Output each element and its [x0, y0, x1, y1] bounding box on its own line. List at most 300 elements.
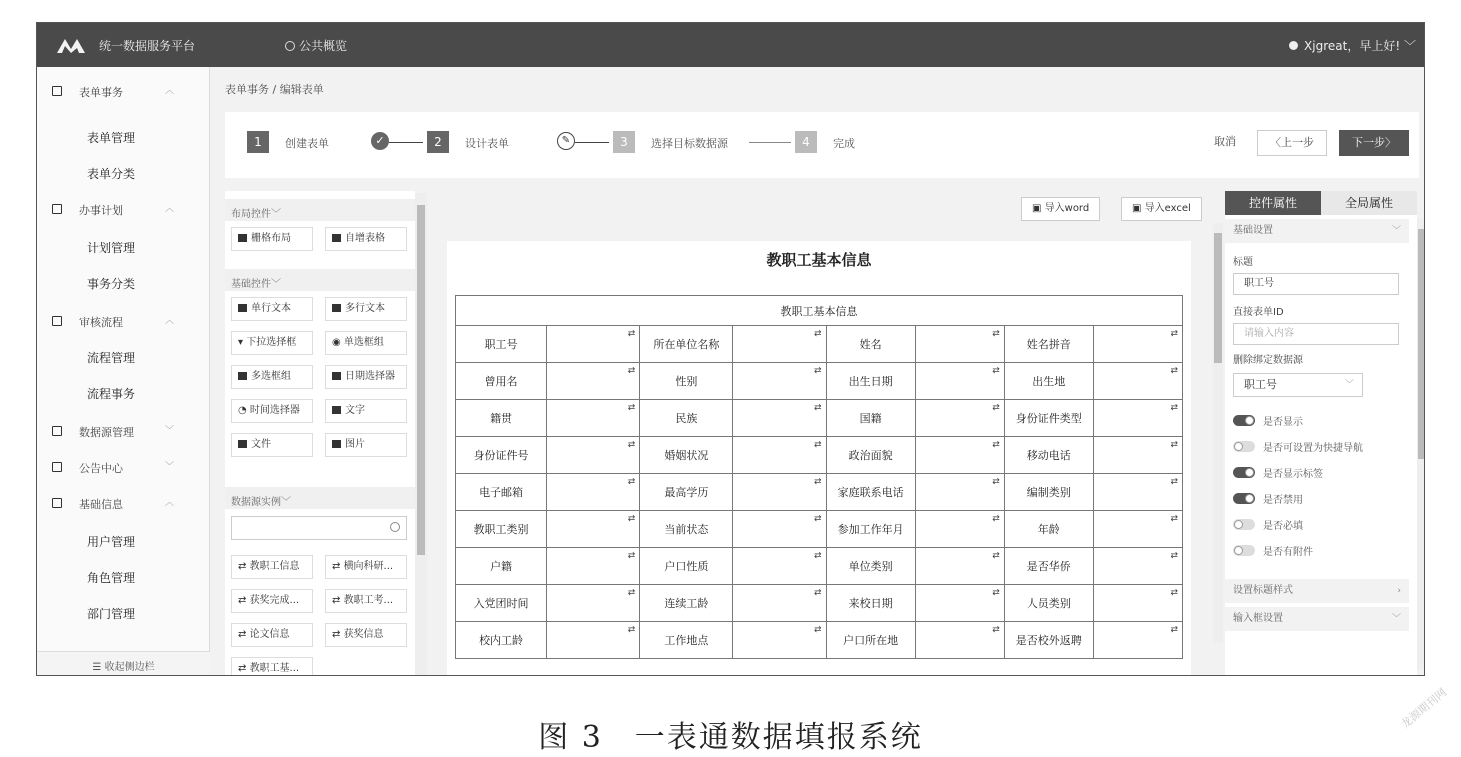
field-label[interactable]: 身份证件号 — [456, 437, 547, 474]
toggle-switch[interactable] — [1233, 415, 1255, 426]
field-value-cell[interactable] — [915, 585, 1004, 622]
toggle-label: 是否禁用 — [1263, 495, 1303, 506]
field-label[interactable]: 人员类别 — [1004, 585, 1093, 622]
chevron-down-icon: ﹀ — [165, 462, 175, 472]
field-value-cell[interactable] — [915, 437, 1004, 474]
toggle-knob — [1245, 494, 1254, 503]
bind-field-icon[interactable]: ⇄ — [627, 625, 636, 635]
bind-field-icon[interactable]: ⇄ — [814, 329, 822, 339]
field-value-cell[interactable] — [733, 363, 826, 400]
bind-field-icon[interactable]: ⇄ — [992, 625, 1000, 635]
field-value-cell[interactable] — [915, 548, 1004, 585]
field-value-cell[interactable] — [547, 437, 640, 474]
toggle-switch[interactable] — [1233, 441, 1255, 452]
calendar-icon — [332, 372, 341, 380]
controls-scrollbar[interactable] — [415, 193, 427, 676]
control-file[interactable] — [231, 433, 313, 457]
bind-field-icon[interactable]: ⇄ — [1170, 588, 1178, 598]
toggle-label: 是否显示 — [1263, 417, 1303, 428]
datasource-icon: ⇄ — [238, 595, 250, 606]
datasource-label: 教职工信息 — [249, 561, 300, 572]
database-icon — [52, 426, 62, 436]
control-label: 多行文本 — [345, 303, 385, 314]
field-value-cell[interactable] — [1093, 326, 1182, 363]
toggle-label: 是否可设置为快捷导航 — [1263, 443, 1363, 454]
next-step-button[interactable]: 下一步〉 — [1339, 130, 1409, 156]
bind-field-icon[interactable]: ⇄ — [1170, 625, 1178, 635]
datasource-label: 获奖完成... — [249, 595, 300, 606]
datasource-item[interactable] — [325, 589, 407, 613]
datasource-item[interactable] — [231, 589, 313, 613]
control-multi-text[interactable] — [325, 297, 407, 321]
sidebar-group-label: 数据源管理 — [79, 426, 134, 439]
calendar-icon — [52, 204, 62, 214]
datasource-binding-select[interactable] — [1233, 373, 1363, 397]
import-excel-button[interactable] — [1121, 197, 1202, 221]
user-menu[interactable] — [1289, 37, 1416, 54]
nav-overview-label: 公共概览 — [299, 39, 348, 53]
bind-field-icon[interactable]: ⇄ — [627, 366, 636, 376]
form-table — [455, 295, 1183, 659]
datasource-title: 数据源实例﹀ — [231, 497, 291, 508]
step-2-label: 设计表单 — [465, 137, 509, 150]
field-value-cell[interactable] — [915, 622, 1004, 659]
field-label[interactable]: 家庭联系电话 — [826, 474, 915, 511]
form-canvas — [429, 191, 1207, 676]
field-value-cell[interactable] — [1093, 437, 1182, 474]
field-label[interactable]: 籍贯 — [456, 400, 547, 437]
sidebar-group-basic-info[interactable] — [37, 485, 210, 521]
layout-controls-title: 布局控件﹀ — [231, 209, 281, 220]
sidebar-item-form-category[interactable]: 表单分类 — [87, 167, 136, 181]
bind-field-icon[interactable]: ⇄ — [814, 551, 822, 561]
toggle-switch[interactable] — [1233, 467, 1255, 478]
sidebar-group-datasource[interactable] — [37, 413, 210, 449]
control-label: 时间选择器 — [249, 405, 300, 416]
field-value-cell[interactable] — [1093, 400, 1182, 437]
field-label[interactable]: 来校日期 — [826, 585, 915, 622]
layout-controls-header[interactable] — [225, 199, 415, 221]
field-value-cell[interactable] — [733, 511, 826, 548]
excel-icon: ▣ — [1132, 203, 1145, 214]
field-value-cell[interactable] — [733, 400, 826, 437]
field-label[interactable]: 所在单位名称 — [640, 326, 733, 363]
datasource-label: 教职工基... — [249, 663, 300, 674]
textarea-icon — [332, 304, 341, 312]
property-tabs — [1225, 191, 1417, 215]
field-value-cell[interactable] — [547, 363, 640, 400]
toggle-knob — [1245, 468, 1254, 477]
chevron-down-icon: ﹀ — [1391, 614, 1401, 624]
clock-icon: ◔ — [238, 405, 250, 416]
sidebar — [37, 67, 210, 676]
control-grid-layout[interactable] — [231, 227, 313, 251]
breadcrumb: 表单事务 / 编辑表单 — [225, 83, 324, 96]
sidebar-item-role-management[interactable]: 角色管理 — [87, 571, 136, 585]
form-id-label: 直接表单ID — [1233, 307, 1284, 318]
basic-controls-title: 基础控件﹀ — [231, 279, 281, 290]
image-icon — [332, 440, 341, 448]
control-label: 图片 — [345, 439, 365, 450]
app-window — [36, 22, 1425, 676]
sidebar-group-label: 表单事务 — [79, 86, 123, 99]
toggle-knob — [1234, 442, 1243, 451]
datasource-icon: ⇄ — [238, 663, 250, 674]
property-scrollbar[interactable] — [1417, 219, 1425, 669]
toggle-switch[interactable] — [1233, 519, 1255, 530]
control-date-picker[interactable] — [325, 365, 407, 389]
field-value-cell[interactable] — [547, 400, 640, 437]
form-title: 教职工基本信息 — [766, 251, 872, 269]
datasource-item[interactable] — [231, 555, 313, 579]
sidebar-group-notice-center[interactable] — [37, 449, 210, 485]
nav-public-overview[interactable] — [285, 37, 347, 54]
bind-field-icon[interactable]: ⇄ — [627, 329, 636, 339]
logo-icon — [55, 35, 95, 55]
input-icon — [238, 304, 247, 312]
table-row — [456, 400, 1183, 437]
field-value-cell[interactable] — [915, 400, 1004, 437]
bind-field-icon[interactable]: ⇄ — [1170, 329, 1178, 339]
basic-controls-header[interactable] — [225, 269, 415, 291]
datasource-item[interactable] — [325, 555, 407, 579]
control-label: 栅格布局 — [251, 233, 291, 244]
control-label: 多选框组 — [251, 371, 291, 382]
toggle-switch[interactable] — [1233, 493, 1255, 504]
field-label[interactable]: 性别 — [640, 363, 733, 400]
cancel-button[interactable]: 取消 — [1214, 135, 1236, 148]
sidebar-item-flow-management[interactable]: 流程管理 — [87, 351, 136, 365]
bind-field-icon[interactable]: ⇄ — [1170, 403, 1178, 413]
field-value-cell[interactable] — [1093, 511, 1182, 548]
datasource-icon: ⇄ — [332, 595, 344, 606]
bind-field-icon[interactable]: ⇄ — [627, 403, 636, 413]
field-label[interactable]: 户口所在地 — [826, 622, 915, 659]
field-label[interactable]: 户籍 — [456, 548, 547, 585]
field-value-cell[interactable] — [547, 511, 640, 548]
field-label[interactable]: 电子邮箱 — [456, 474, 547, 511]
field-value-cell[interactable] — [1093, 363, 1182, 400]
bind-field-icon[interactable]: ⇄ — [1170, 366, 1178, 376]
sidebar-item-plan-management[interactable]: 计划管理 — [87, 241, 136, 255]
toggle-label: 是否有附件 — [1263, 547, 1313, 558]
field-value-cell[interactable] — [547, 326, 640, 363]
title-input[interactable]: 职工号 — [1233, 273, 1399, 295]
control-dropdown[interactable] — [231, 331, 313, 355]
collapse-icon: ☰ — [92, 662, 105, 673]
field-label[interactable]: 最高学历 — [640, 474, 733, 511]
field-label[interactable]: 出生日期 — [826, 363, 915, 400]
datasource-icon: ⇄ — [238, 561, 250, 572]
bind-field-icon[interactable]: ⇄ — [992, 403, 1000, 413]
sidebar-item-affair-category[interactable]: 事务分类 — [87, 277, 136, 291]
title-label: 标题 — [1233, 257, 1253, 268]
field-value-cell[interactable] — [1093, 548, 1182, 585]
basic-settings-section[interactable] — [1225, 219, 1409, 243]
figure-caption: 图 3 一表通数据填报系统 — [538, 720, 923, 755]
flow-icon — [52, 316, 62, 326]
sidebar-group-label: 办事计划 — [79, 204, 123, 217]
field-label[interactable]: 是否校外返聘 — [1004, 622, 1093, 659]
sidebar-group-form-affairs[interactable] — [37, 73, 210, 109]
sidebar-item-department-management[interactable]: 部门管理 — [87, 607, 136, 621]
step-3-label: 选择目标数据源 — [651, 137, 728, 150]
info-icon — [52, 498, 62, 508]
datasource-item[interactable] — [231, 657, 313, 676]
tab-control-properties[interactable]: 控件属性 — [1225, 191, 1321, 215]
bind-field-icon[interactable]: ⇄ — [627, 551, 636, 561]
field-label[interactable]: 婚姻状况 — [640, 437, 733, 474]
field-label[interactable]: 民族 — [640, 400, 733, 437]
user-greeting: Xjgreat，早上好! — [1304, 39, 1401, 53]
table-row — [456, 326, 1183, 363]
control-text[interactable] — [325, 399, 407, 423]
field-label[interactable]: 单位类别 — [826, 548, 915, 585]
bind-field-icon[interactable]: ⇄ — [814, 625, 822, 635]
bind-field-icon[interactable]: ⇄ — [814, 366, 822, 376]
sidebar-group-review-flow[interactable] — [37, 303, 210, 339]
bind-field-icon[interactable]: ⇄ — [627, 514, 636, 524]
table-row — [456, 548, 1183, 585]
field-value-cell[interactable] — [915, 363, 1004, 400]
datasource-label: 论文信息 — [249, 629, 290, 640]
bind-field-icon[interactable]: ⇄ — [1170, 477, 1178, 487]
collapse-sidebar-button[interactable] — [37, 651, 210, 676]
control-checkbox-group[interactable] — [231, 365, 313, 389]
datasource-label: 教职工考... — [343, 595, 394, 606]
field-label[interactable]: 参加工作年月 — [826, 511, 915, 548]
step-1-label: 创建表单 — [285, 137, 329, 150]
folder-icon — [238, 440, 247, 448]
field-label[interactable]: 教职工类别 — [456, 511, 547, 548]
field-label[interactable]: 出生地 — [1004, 363, 1093, 400]
chevron-right-icon: › — [1397, 586, 1401, 596]
sidebar-item-user-management[interactable]: 用户管理 — [87, 535, 136, 549]
form-icon — [52, 86, 62, 96]
control-radio-group[interactable] — [325, 331, 407, 355]
import-excel-label: 导入excel — [1144, 203, 1191, 214]
bind-field-icon[interactable]: ⇄ — [992, 329, 1000, 339]
bind-field-icon[interactable]: ⇄ — [1170, 440, 1178, 450]
control-label: 单行文本 — [251, 303, 291, 314]
datasource-item[interactable] — [231, 623, 313, 647]
sidebar-group-label: 基础信息 — [79, 498, 123, 511]
import-word-button[interactable] — [1021, 197, 1100, 221]
check-icon: ✓ — [371, 132, 389, 150]
table-row — [456, 622, 1183, 659]
chevron-down-icon: ﹀ — [1391, 226, 1401, 236]
search-icon — [390, 522, 400, 532]
control-label: 单选框组 — [343, 337, 384, 348]
field-label[interactable]: 姓名 — [826, 326, 915, 363]
control-single-text[interactable] — [231, 297, 313, 321]
datasource-header[interactable] — [225, 487, 415, 509]
checkbox-icon — [238, 372, 247, 380]
field-label[interactable]: 户口性质 — [640, 548, 733, 585]
sidebar-group-label: 审核流程 — [79, 316, 123, 329]
step-bar — [225, 112, 1419, 178]
step-4-number: 4 — [795, 131, 817, 153]
scrollbar-thumb[interactable] — [1214, 233, 1222, 363]
toggle-switch[interactable] — [1233, 545, 1255, 556]
word-icon: ▣ — [1032, 203, 1045, 214]
step-3-number: 3 — [613, 131, 635, 153]
select-value: 职工号 — [1244, 378, 1277, 391]
text-icon — [332, 406, 341, 414]
title-style-section[interactable] — [1225, 579, 1409, 603]
import-word-label: 导入word — [1044, 203, 1090, 214]
field-value-cell[interactable] — [1093, 585, 1182, 622]
field-value-cell[interactable] — [915, 474, 1004, 511]
datasource-icon: ⇄ — [332, 561, 344, 572]
datasource-icon: ⇄ — [238, 629, 250, 640]
control-label: 自增表格 — [345, 233, 385, 244]
step-1-number: 1 — [247, 131, 269, 153]
table-row — [456, 474, 1183, 511]
field-value-cell[interactable] — [547, 474, 640, 511]
bind-field-icon[interactable]: ⇄ — [1170, 514, 1178, 524]
bind-field-icon[interactable]: ⇄ — [627, 440, 636, 450]
toggle-label: 是否必填 — [1263, 521, 1303, 532]
field-value-cell[interactable] — [733, 326, 826, 363]
field-value-cell[interactable] — [547, 622, 640, 659]
bind-field-icon[interactable]: ⇄ — [814, 440, 822, 450]
step-connector — [389, 142, 423, 143]
field-label[interactable]: 身份证件类型 — [1004, 400, 1093, 437]
sidebar-group-label: 公告中心 — [79, 462, 123, 475]
bind-field-icon[interactable]: ⇄ — [814, 588, 822, 598]
clock-icon — [285, 41, 295, 51]
bind-field-icon[interactable]: ⇄ — [992, 366, 1000, 376]
scrollbar-thumb[interactable] — [417, 205, 425, 555]
field-label[interactable]: 是否华侨 — [1004, 548, 1093, 585]
chevron-down-icon: ﹀ — [1344, 380, 1354, 390]
chevron-up-icon: ︿ — [165, 498, 175, 508]
app-title: 统一数据服务平台 — [99, 39, 196, 53]
field-value-cell[interactable] — [915, 511, 1004, 548]
field-label[interactable]: 曾用名 — [456, 363, 547, 400]
bind-field-icon[interactable]: ⇄ — [814, 477, 822, 487]
step-connector — [749, 142, 791, 143]
top-bar — [37, 23, 1424, 67]
field-label[interactable]: 年龄 — [1004, 511, 1093, 548]
field-label[interactable]: 编制类别 — [1004, 474, 1093, 511]
field-label[interactable]: 连续工龄 — [640, 585, 733, 622]
field-label[interactable]: 国籍 — [826, 400, 915, 437]
table-caption: 教职工基本信息 — [456, 296, 1183, 326]
toggle-knob — [1234, 520, 1243, 529]
chevron-up-icon: ︿ — [165, 316, 175, 326]
bind-field-icon[interactable]: ⇄ — [1170, 551, 1178, 561]
step-connector — [575, 142, 609, 143]
scrollbar-thumb[interactable] — [1418, 229, 1424, 459]
datasource-label: 获奖信息 — [343, 629, 384, 640]
toggle-label: 是否显示标签 — [1263, 469, 1323, 480]
control-time-picker[interactable] — [231, 399, 313, 423]
datasource-label: 横向科研... — [343, 561, 394, 572]
control-image[interactable] — [325, 433, 407, 457]
control-auto-table[interactable] — [325, 227, 407, 251]
toggle-knob — [1234, 546, 1243, 555]
edit-icon: ✎ — [557, 132, 575, 150]
field-value-cell[interactable] — [733, 474, 826, 511]
field-value-cell[interactable] — [915, 326, 1004, 363]
control-label: 下拉选择框 — [246, 337, 297, 348]
toggle-knob — [1245, 416, 1254, 425]
bind-field-icon[interactable]: ⇄ — [992, 588, 1000, 598]
control-label: 文字 — [345, 405, 365, 416]
sidebar-group-work-plan[interactable] — [37, 191, 210, 227]
datasource-icon: ⇄ — [332, 629, 344, 640]
table-row — [456, 363, 1183, 400]
field-value-cell[interactable] — [733, 437, 826, 474]
canvas-scrollbar[interactable] — [1213, 223, 1223, 643]
field-label[interactable]: 入党团时间 — [456, 585, 547, 622]
table-icon — [332, 234, 341, 242]
form-id-input[interactable]: 请输入内容 — [1233, 323, 1399, 345]
table-row — [456, 437, 1183, 474]
field-value-cell[interactable] — [547, 585, 640, 622]
dropdown-icon: ▾ — [238, 337, 247, 348]
table-row — [456, 511, 1183, 548]
step-2-number: 2 — [427, 131, 449, 153]
field-value-cell[interactable] — [733, 548, 826, 585]
section-label: 输入框设置 — [1233, 613, 1283, 624]
field-label[interactable]: 移动电话 — [1004, 437, 1093, 474]
datasource-binding-label: 删除绑定数据源 — [1233, 355, 1303, 366]
property-panel — [1225, 191, 1417, 676]
field-value-cell[interactable] — [733, 622, 826, 659]
datasource-item[interactable] — [325, 623, 407, 647]
grid-icon — [238, 234, 247, 242]
control-label: 日期选择器 — [345, 371, 395, 382]
table-row — [456, 585, 1183, 622]
bind-field-icon[interactable]: ⇄ — [992, 514, 1000, 524]
user-icon — [1289, 41, 1298, 50]
bind-field-icon[interactable]: ⇄ — [814, 514, 822, 524]
datasource-search-input[interactable] — [231, 516, 407, 540]
field-value-cell[interactable] — [733, 585, 826, 622]
bind-field-icon[interactable]: ⇄ — [992, 551, 1000, 561]
field-label[interactable]: 政治面貌 — [826, 437, 915, 474]
section-label: 设置标题样式 — [1233, 585, 1293, 596]
field-label[interactable]: 当前状态 — [640, 511, 733, 548]
chevron-up-icon: ︿ — [165, 86, 175, 96]
bind-field-icon[interactable]: ⇄ — [814, 403, 822, 413]
field-value-cell[interactable] — [547, 548, 640, 585]
input-settings-section[interactable] — [1225, 607, 1409, 631]
bind-field-icon[interactable]: ⇄ — [992, 477, 1000, 487]
field-label[interactable]: 姓名拼音 — [1004, 326, 1093, 363]
prev-step-button[interactable]: 〈上一步 — [1257, 130, 1327, 156]
field-value-cell[interactable] — [1093, 474, 1182, 511]
sidebar-item-form-management[interactable]: 表单管理 — [87, 131, 136, 145]
field-value-cell[interactable] — [1093, 622, 1182, 659]
control-label: 文件 — [251, 439, 271, 450]
field-label[interactable]: 职工号 — [456, 326, 547, 363]
chevron-down-icon: ﹀ — [165, 426, 175, 436]
bind-field-icon[interactable]: ⇄ — [992, 440, 1000, 450]
radio-icon: ◉ — [332, 337, 344, 348]
tab-global-properties[interactable]: 全局属性 — [1321, 191, 1417, 215]
collapse-sidebar-label: 收起侧边栏 — [104, 662, 155, 673]
section-label: 基础设置 — [1233, 225, 1273, 236]
bind-field-icon[interactable]: ⇄ — [627, 477, 636, 487]
bind-field-icon[interactable]: ⇄ — [627, 588, 636, 598]
field-label[interactable]: 校内工龄 — [456, 622, 547, 659]
sidebar-item-flow-affairs[interactable]: 流程事务 — [87, 387, 136, 401]
field-label[interactable]: 工作地点 — [640, 622, 733, 659]
